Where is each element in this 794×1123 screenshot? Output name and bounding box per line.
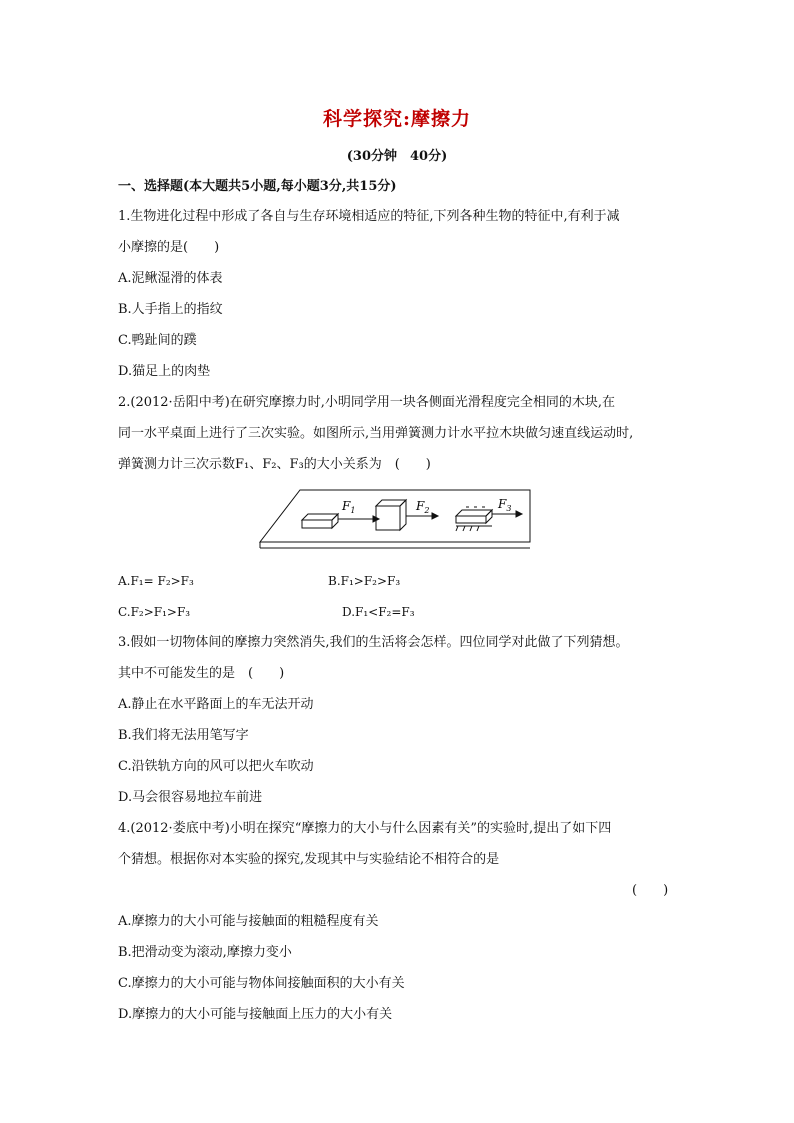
q2-figure	[258, 486, 534, 554]
q1-option-d: D.猫足上的肉垫	[118, 364, 211, 379]
section-heading: 一、选择题(本大题共5小题,每小题3分,共15分)	[118, 179, 397, 194]
q2-stem-line2: 同一水平桌面上进行了三次实验。如图所示,当用弹簧测力计水平拉木块做匀速直线运动时,	[118, 426, 634, 441]
q2-option-c: C.F₂>F₁>F₃	[118, 605, 191, 619]
upright-block	[376, 500, 406, 530]
q4-stem-line2: 个猜想。根据你对本实验的探究,发现其中与实验结论不相符合的是	[118, 852, 500, 867]
q4-answer-paren: ( )	[632, 883, 669, 898]
q3-option-c: C.沿铁轨方向的风可以把火车吹动	[118, 759, 314, 774]
block-on-rollers	[456, 507, 492, 531]
q4-stem-line1: 4.(2012·娄底中考)小明在探究“摩擦力的大小与什么因素有关”的实验时,提出了如下四	[118, 821, 612, 836]
q1-stem-line1: 1.生物进化过程中形成了各自与生存环境相适应的特征,下列各种生物的特征中,有利于减	[118, 209, 620, 224]
q3-option-a: A.静止在水平路面上的车无法开动	[118, 697, 314, 712]
q4-option-a: A.摩擦力的大小可能与接触面的粗糙程度有关	[118, 914, 379, 929]
q2-option-d: D.F₁<F₂=F₃	[342, 605, 415, 619]
q1-option-a: A.泥鳅湿滑的体表	[118, 271, 223, 286]
q2-stem-line3: 弹簧测力计三次示数F₁、F₂、F₃的大小关系为 ( )	[118, 457, 431, 472]
q1-option-c: C.鸭趾间的蹼	[118, 333, 197, 348]
q4-option-c: C.摩擦力的大小可能与物体间接触面积的大小有关	[118, 976, 405, 991]
page-subtitle: (30分钟 40分)	[346, 149, 448, 164]
f2-label: $F_2$	[416, 499, 430, 515]
f1-label: $F_1$	[342, 499, 356, 515]
table-surface	[260, 490, 530, 542]
q1-stem-line2: 小摩擦的是( )	[118, 240, 220, 255]
q4-option-b: B.把滑动变为滚动,摩擦力变小	[118, 945, 292, 960]
flat-block	[302, 514, 338, 528]
q2-option-a: A.F₁= F₂>F₃	[118, 574, 194, 588]
q3-stem-line2: 其中不可能发生的是 ( )	[118, 666, 285, 681]
q3-option-d: D.马会很容易地拉车前进	[118, 790, 263, 805]
q3-stem-line1: 3.假如一切物体间的摩擦力突然消失,我们的生活将会怎样。四位同学对此做了下列猜想。	[118, 635, 629, 650]
page-title: 科学探究:摩擦力	[322, 108, 471, 130]
q2-stem-line1: 2.(2012·岳阳中考)在研究摩擦力时,小明同学用一块各侧面光滑程度完全相同的木块,在	[118, 395, 616, 410]
q1-option-b: B.人手指上的指纹	[118, 302, 223, 317]
q2-option-b: B.F₁>F₂>F₃	[328, 574, 401, 588]
f3-label: $F_3$	[498, 497, 512, 513]
q4-option-d: D.摩擦力的大小可能与接触面上压力的大小有关	[118, 1007, 393, 1022]
q3-option-b: B.我们将无法用笔写字	[118, 728, 249, 743]
